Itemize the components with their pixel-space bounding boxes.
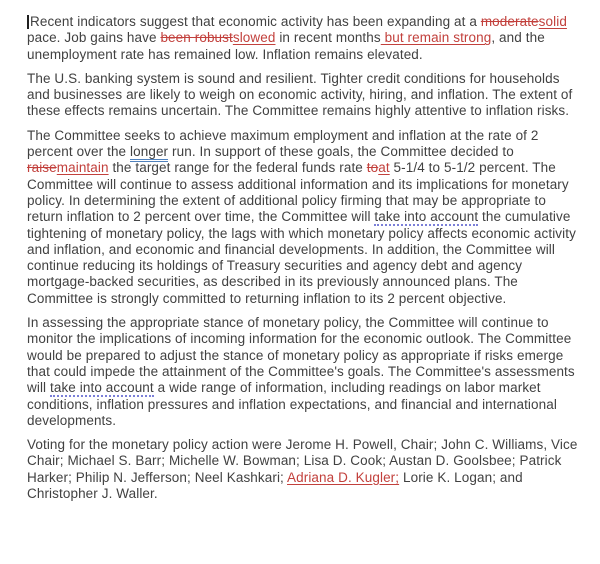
text-run: a wide range of information, including readings on labor market conditions, inflation pressures and inflation expectations, and financial and international developments. xyxy=(27,380,557,428)
editor-suggestion-text[interactable]: take into account xyxy=(50,380,154,396)
inserted-text[interactable]: maintain xyxy=(56,160,109,176)
inserted-text[interactable]: slowed xyxy=(232,30,276,46)
text-run: The Committee seeks to achieve maximum employment and inflation at the rate of 2 percent over the xyxy=(27,127,539,160)
text-run: 5-1/4 to 5-1/2 percent. The Committee will continue to assess additional information and its implications for monetary policy. In determining the extent of additional policy firming that may be appropriate to return inflation to 2 percent over time, the Committee will xyxy=(27,160,569,225)
inserted-text[interactable]: Adriana D. Kugler; xyxy=(287,469,400,485)
text-run: pace. Job gains have xyxy=(27,30,161,46)
deleted-text[interactable]: raise xyxy=(27,160,57,176)
text-run: Recent indicators suggest that economic activity has been expanding at a xyxy=(30,14,481,29)
paragraph[interactable] xyxy=(27,14,585,63)
paragraph[interactable] xyxy=(27,71,585,120)
text-run: The U.S. banking system is sound and resilient. Tighter credit conditions for households and businesses are likely to weigh on economic activity, hiring, and inflation. The extent of these effects remains uncertain. The Committee remains highly attentive to inflation risks. xyxy=(27,70,573,119)
text-run: in recent months xyxy=(275,30,381,46)
text-run: Lorie K. Logan; and Christopher J. Waller. xyxy=(27,469,523,502)
editor-suggestion-text[interactable]: take into account xyxy=(374,209,479,225)
paragraph[interactable] xyxy=(27,315,585,429)
deleted-text[interactable]: moderate xyxy=(480,14,539,29)
deleted-text[interactable]: to xyxy=(366,160,379,176)
inserted-text[interactable]: but remain strong xyxy=(380,30,492,46)
inserted-text[interactable]: solid xyxy=(538,14,567,29)
inserted-text[interactable]: at xyxy=(378,160,390,176)
text-run: , and the unemployment rate has remained low. Inflation remains elevated. xyxy=(27,30,545,62)
text-run: Voting for the monetary policy action were Jerome H. Powell, Chair; John C. Williams, Vice Chair; Michael S. Barr; Michelle W. Bowman; Lisa D. Cook; Austan D. Goolsbee; Patrick Harker; Philip N. Jefferson; Neel Kashkari; xyxy=(27,437,578,485)
paragraph[interactable] xyxy=(27,128,585,307)
text-cursor xyxy=(27,15,29,29)
paragraph[interactable] xyxy=(27,437,585,502)
text-run: the cumulative tightening of monetary policy, the lags with which monetary policy affects economic activity and inflation, and economic and financial developments. In addition, the Committee will continue reducing its holdings of Treasury securities and agency debt and agency mortgage-backed securities, as described in its previously announced plans. The Committee is strongly committed to returning inflation to its 2 percent objective. xyxy=(27,209,576,306)
text-run: the target range for the federal funds rate xyxy=(108,160,367,176)
document-body[interactable] xyxy=(27,14,585,502)
deleted-text[interactable]: been robust xyxy=(160,30,233,46)
text-run: run. In support of these goals, the Committee decided to xyxy=(168,144,514,160)
text-run: In assessing the appropriate stance of monetary policy, the Committee will continue to monitor the implications of incoming information for the economic outlook. The Committee would be prepared to adjust the stance of monetary policy as appropriate if risks emerge that could impede the attainment of the Committee's goals. The Committee's assessments will xyxy=(27,315,575,396)
grammar-flagged-text[interactable]: longer xyxy=(130,144,168,162)
